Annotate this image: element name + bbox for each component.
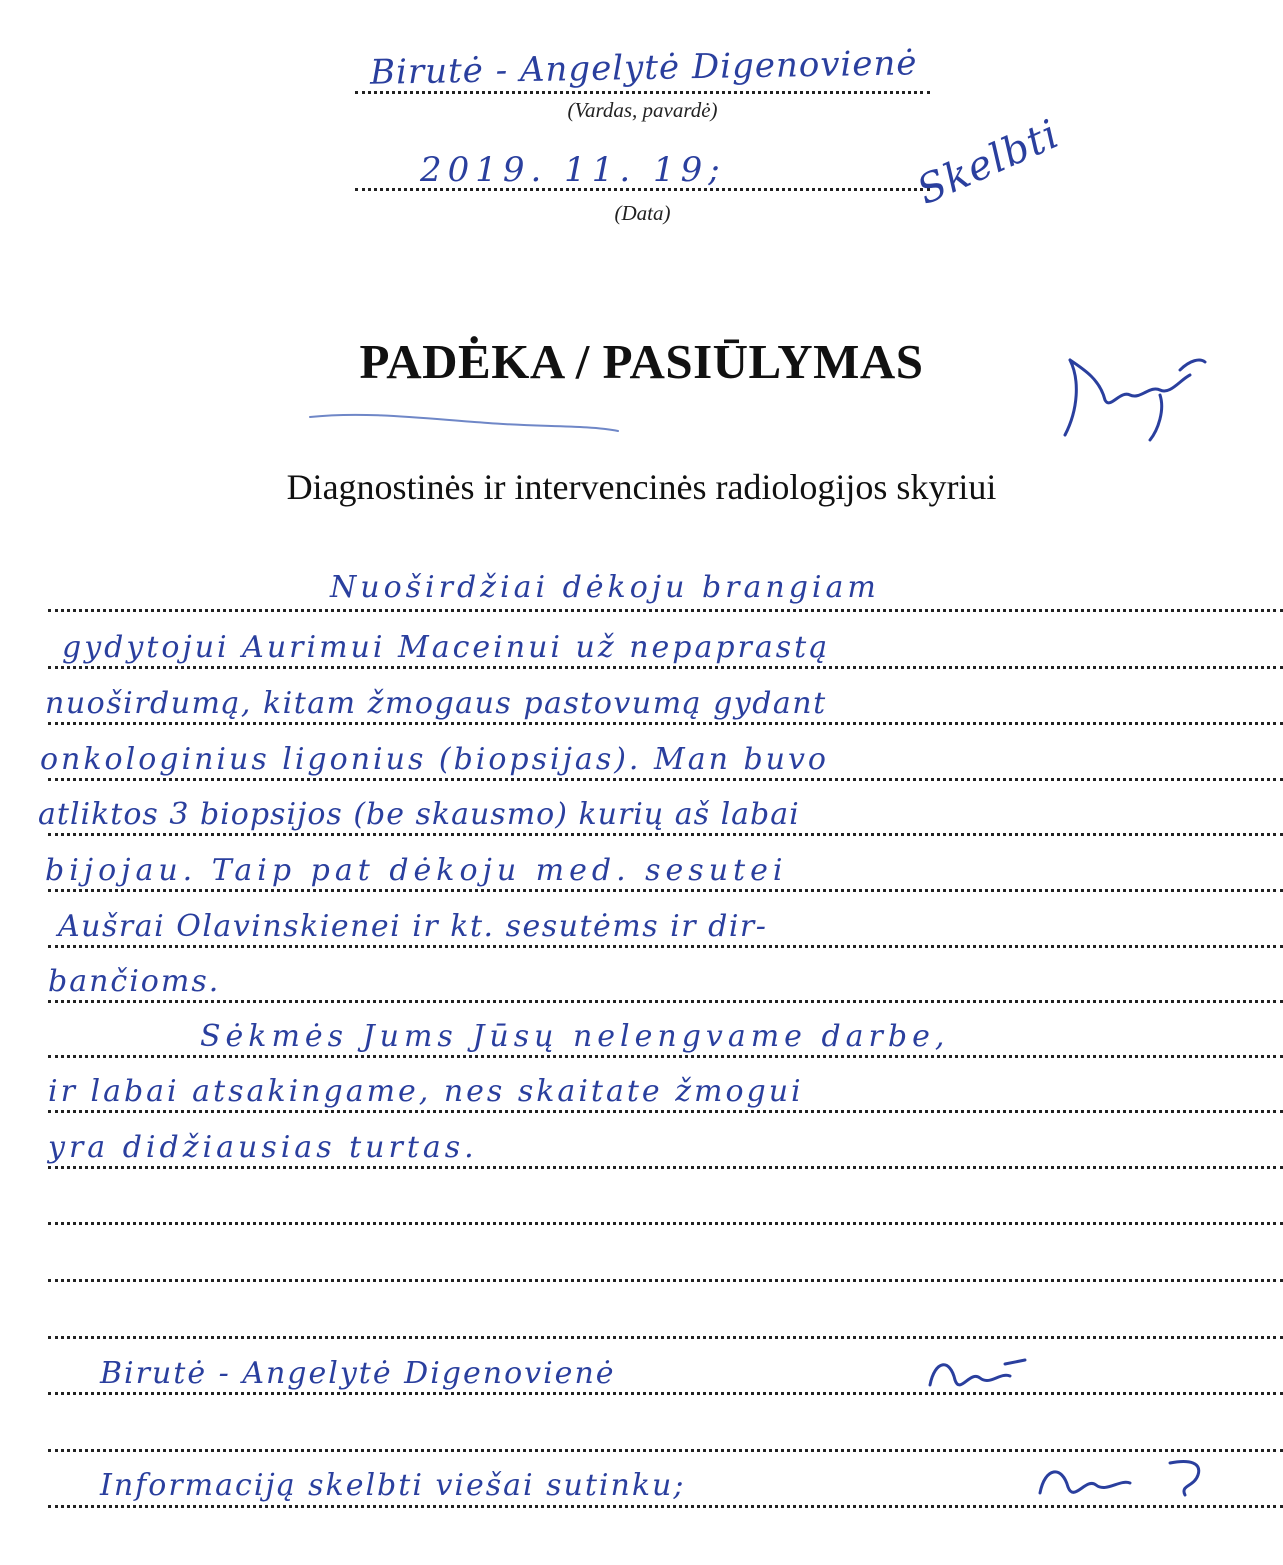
body-line-8: bančioms.	[48, 964, 221, 999]
writing-line	[48, 1392, 1283, 1395]
title-underline	[308, 409, 620, 435]
writing-line	[48, 889, 1283, 892]
body-line-4: onkologinius ligonius (biopsijas). Man buvo	[40, 742, 829, 777]
name-dotted-line	[355, 91, 930, 94]
body-line-10: ir labai atsakingame, nes skaitate žmogui	[48, 1074, 804, 1109]
date-dotted-line	[355, 188, 930, 191]
writing-line	[48, 722, 1283, 725]
body-line-11: yra didžiausias turtas.	[48, 1130, 478, 1165]
writing-line	[48, 609, 1283, 612]
writing-line	[48, 778, 1283, 781]
writing-line	[48, 1000, 1283, 1003]
date-caption: (Data)	[614, 201, 671, 225]
body-line-3: nuoširdumą, kitam žmogaus pastovumą gydant	[45, 686, 827, 721]
name-caption: (Vardas, pavardė)	[567, 98, 718, 122]
body-line-7: Aušrai Olavinskienei ir kt. sesutėms ir dir-	[58, 909, 768, 944]
signature-mark	[1040, 350, 1210, 445]
body-line-2: gydytojui Aurimui Maceinui už nepaprastą	[62, 630, 831, 665]
page-subtitle: Diagnostinės ir intervencinės radiologijos skyriui	[286, 467, 997, 507]
date-handwritten: 2019. 11. 19;	[420, 150, 726, 190]
body-line-1: Nuoširdžiai dėkoju brangiam	[330, 570, 880, 605]
margin-note: Skelbti	[910, 111, 1067, 215]
signature-mark-small	[1030, 1455, 1210, 1510]
name-handwritten: Birutė - Angelytė Digenovienė	[369, 43, 918, 93]
writing-line	[48, 1055, 1283, 1058]
page-title: PADĖKA / PASIŪLYMAS	[359, 334, 924, 389]
writing-line	[48, 1110, 1283, 1113]
body-line-6: bijojau. Taip pat dėkoju med. sesutei	[45, 853, 788, 888]
writing-line	[48, 1449, 1283, 1452]
writing-line	[48, 1222, 1283, 1225]
writing-line	[48, 945, 1283, 948]
writing-line	[48, 1166, 1283, 1169]
consent-line: Informaciją skelbti viešai sutinku;	[100, 1468, 686, 1503]
writing-line	[48, 1279, 1283, 1282]
signature-name-line: Birutė - Angelytė Digenovienė	[100, 1356, 616, 1391]
signature-mark-small	[920, 1350, 1030, 1400]
body-line-9: Sėkmės Jums Jūsų nelengvame darbe,	[200, 1019, 950, 1054]
writing-line	[48, 666, 1283, 669]
writing-line	[48, 1336, 1283, 1339]
body-line-5: atliktos 3 biopsijos (be skausmo) kurių aš labai	[38, 797, 800, 832]
writing-line	[48, 833, 1283, 836]
